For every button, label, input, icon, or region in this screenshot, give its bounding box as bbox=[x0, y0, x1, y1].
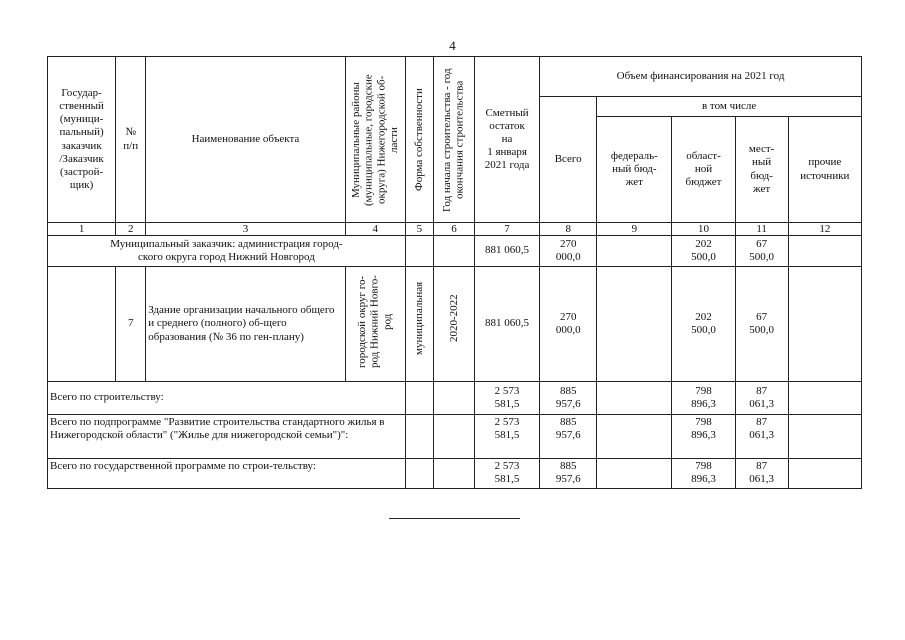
total-regional: 798 896,3 bbox=[672, 415, 735, 459]
total-regional: 798 896,3 bbox=[672, 382, 735, 415]
total-program-label: Всего по государственной программе по строи-тельству: bbox=[48, 459, 406, 489]
header-federal: федераль- ный бюд- жет bbox=[597, 117, 672, 223]
header-total: Всего bbox=[540, 97, 597, 223]
total-estimate: 2 573 581,5 bbox=[474, 459, 539, 489]
column-number: 12 bbox=[788, 223, 861, 236]
total-row bbox=[48, 459, 862, 489]
customer-label: Муниципальный заказчик: администрация город- ского округа город Нижний Новгород bbox=[48, 236, 406, 267]
total-local: 87 061,3 bbox=[735, 459, 788, 489]
total-subprogram-label: Всего по подпрограмме "Развитие строительства стандартного жилья в Нижегородской области" ("Жилье для нижегородской семьи")": bbox=[48, 415, 406, 459]
total-local: 87 061,3 bbox=[735, 382, 788, 415]
object-years: 2020-2022 bbox=[433, 267, 474, 382]
header-funding: Объем финансирования на 2021 год bbox=[540, 57, 862, 97]
customer-total: 270 000,0 bbox=[540, 236, 597, 267]
object-estimate: 881 060,5 bbox=[474, 267, 539, 382]
header-number: № п/п bbox=[116, 57, 146, 223]
column-number: 5 bbox=[405, 223, 433, 236]
object-row bbox=[48, 267, 862, 382]
customer-row bbox=[48, 236, 862, 267]
column-number: 11 bbox=[735, 223, 788, 236]
object-number: 7 bbox=[116, 267, 146, 382]
column-number: 3 bbox=[146, 223, 345, 236]
header-estimate: Сметный остаток на 1 января 2021 года bbox=[474, 57, 539, 223]
total-estimate: 2 573 581,5 bbox=[474, 415, 539, 459]
total-row bbox=[48, 382, 862, 415]
object-district: городской округ го-род Нижний Новго-род bbox=[345, 267, 405, 382]
customer-regional: 202 500,0 bbox=[672, 236, 735, 267]
page-number: 4 bbox=[449, 38, 456, 53]
column-number: 1 bbox=[48, 223, 116, 236]
header-ownership: Форма собственности bbox=[405, 57, 433, 223]
object-regional: 202 500,0 bbox=[672, 267, 735, 382]
total-construction-label: Всего по строительству: bbox=[48, 382, 406, 415]
total-row bbox=[48, 415, 862, 459]
column-number: 8 bbox=[540, 223, 597, 236]
column-number: 6 bbox=[433, 223, 474, 236]
object-local: 67 500,0 bbox=[735, 267, 788, 382]
column-number: 2 bbox=[116, 223, 146, 236]
header-local: мест- ный бюд- жет bbox=[735, 117, 788, 223]
object-ownership: муниципальная bbox=[405, 267, 433, 382]
total-total: 885 957,6 bbox=[540, 415, 597, 459]
total-total: 885 957,6 bbox=[540, 459, 597, 489]
column-number: 9 bbox=[597, 223, 672, 236]
column-number: 10 bbox=[672, 223, 735, 236]
total-local: 87 061,3 bbox=[735, 415, 788, 459]
header-years: Год начала строительства - год окончания строительства bbox=[433, 57, 474, 223]
total-total: 885 957,6 bbox=[540, 382, 597, 415]
header-object-name: Наименование объекта bbox=[146, 57, 345, 223]
header-regional: област- ной бюджет bbox=[672, 117, 735, 223]
column-number: 7 bbox=[474, 223, 539, 236]
header-districts: Муниципальные районы (муниципальные, городские округа) Нижегородской об-ласти bbox=[345, 57, 405, 223]
column-numbers-row bbox=[48, 223, 862, 236]
total-regional: 798 896,3 bbox=[672, 459, 735, 489]
customer-estimate: 881 060,5 bbox=[474, 236, 539, 267]
financing-table bbox=[47, 56, 862, 489]
object-name: Здание организации начального общего и среднего (полного) об-щего образования (№ 36 по ген-плану) bbox=[146, 267, 345, 382]
customer-local: 67 500,0 bbox=[735, 236, 788, 267]
closing-line bbox=[389, 518, 520, 519]
column-number: 4 bbox=[345, 223, 405, 236]
header-other: прочие источники bbox=[788, 117, 861, 223]
object-total: 270 000,0 bbox=[540, 267, 597, 382]
total-estimate: 2 573 581,5 bbox=[474, 382, 539, 415]
header-customer: Государ- ственный (муници- пальный) заказчик /Заказчик (застрой- щик) bbox=[48, 57, 116, 223]
header-including: в том числе bbox=[597, 97, 862, 117]
